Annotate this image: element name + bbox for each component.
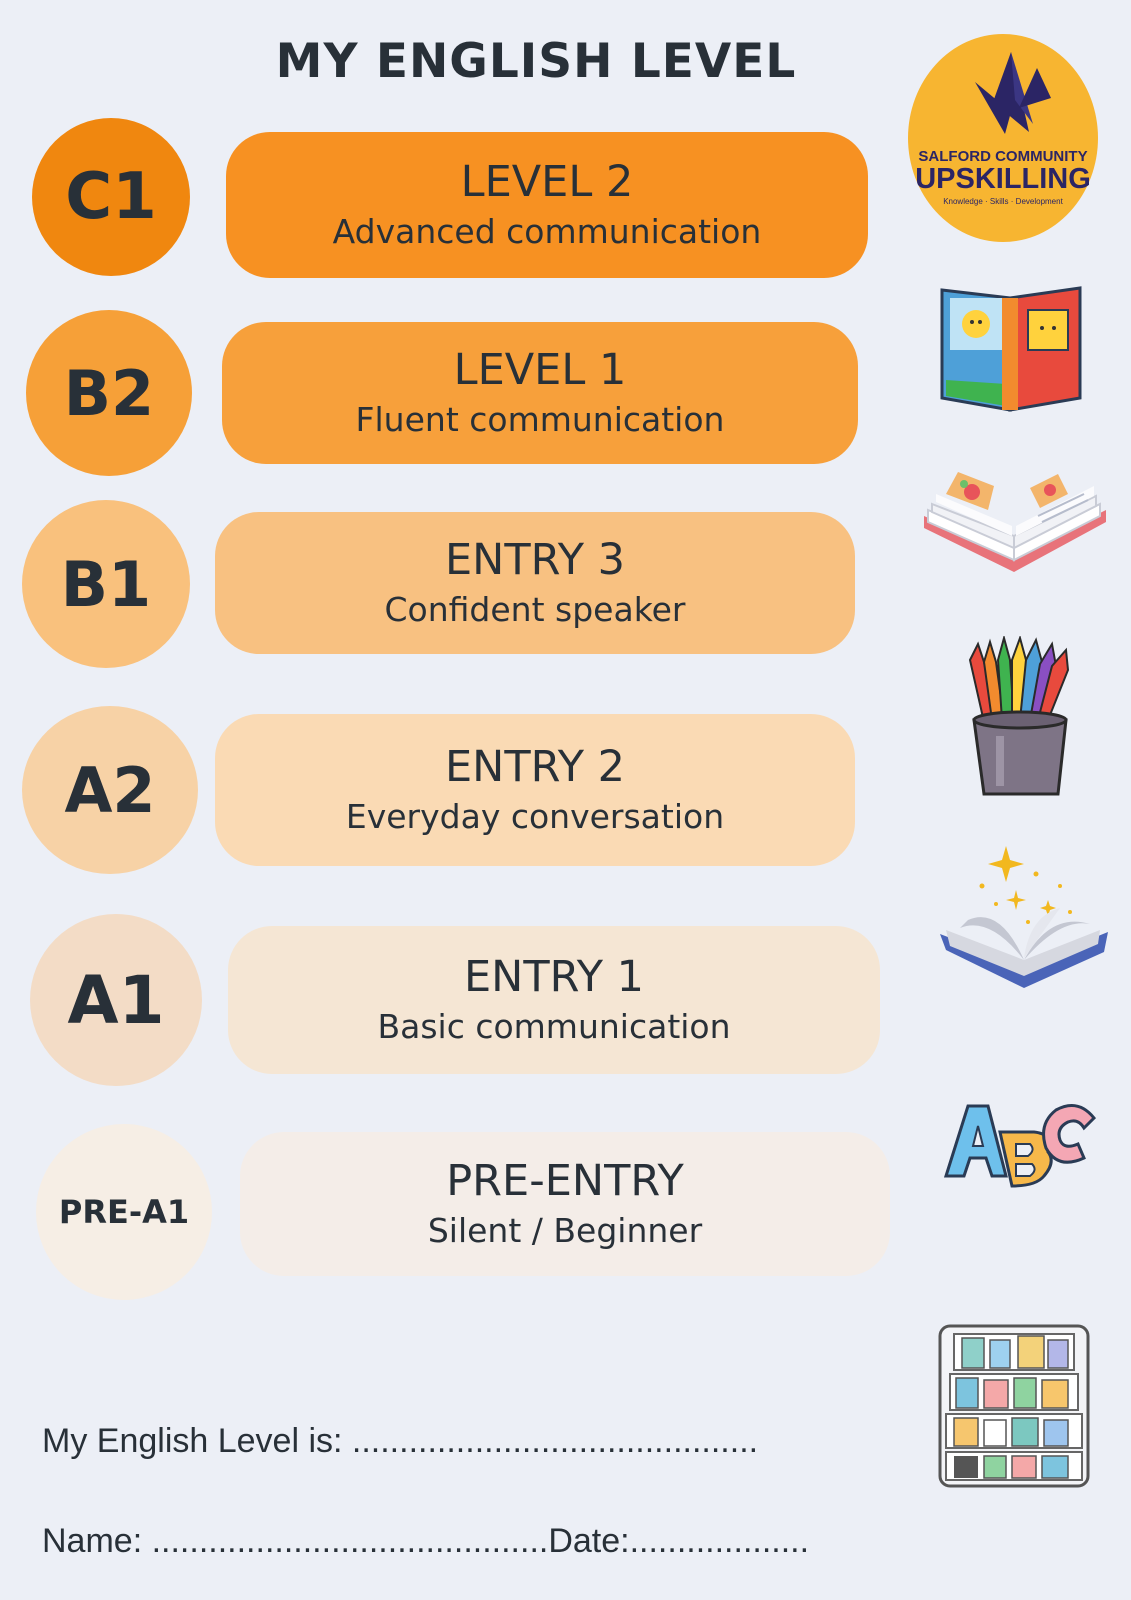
level-card-pre-a1 (240, 1132, 890, 1276)
level-name: ENTRY 3 (444, 534, 626, 585)
level-code: A1 (67, 961, 165, 1039)
level-card-b1 (215, 512, 855, 654)
level-badge-c1 (32, 118, 190, 276)
level-badge-b2 (26, 310, 192, 476)
level-code: C1 (65, 160, 157, 234)
logo-line-3: Knowledge · Skills · Development (943, 197, 1063, 206)
pencil-cup-icon (962, 636, 1082, 796)
level-description: Fluent communication (355, 400, 725, 440)
level-name: PRE-ENTRY (446, 1155, 684, 1206)
book-cover-icon (932, 280, 1092, 420)
level-description: Silent / Beginner (427, 1211, 703, 1251)
flag-logo-icon (953, 52, 1053, 142)
level-description: Advanced communication (332, 212, 762, 252)
level-name: LEVEL 2 (460, 156, 634, 207)
page-title: MY ENGLISH LEVEL (275, 34, 797, 89)
level-description: Everyday conversation (345, 797, 725, 837)
level-badge-a1 (30, 914, 202, 1086)
level-card-a2 (215, 714, 855, 866)
logo-line-2: UPSKILLING (915, 163, 1091, 195)
bookshelf-icon (934, 1320, 1094, 1492)
level-code: B1 (60, 547, 152, 621)
level-name: LEVEL 1 (453, 344, 627, 395)
open-book-icon (918, 460, 1112, 590)
logo-line-1: SALFORD COMMUNITY (918, 148, 1088, 165)
level-card-a1 (228, 926, 880, 1074)
level-badge-pre-a1 (36, 1124, 212, 1300)
level-badge-a2 (22, 706, 198, 874)
level-code: PRE-A1 (58, 1193, 190, 1231)
level-description: Confident speaker (384, 590, 686, 630)
level-name: ENTRY 1 (463, 951, 645, 1002)
level-code: A2 (64, 753, 156, 827)
level-card-c1 (226, 132, 868, 278)
magic-book-icon (940, 846, 1110, 1006)
level-card-b2 (222, 322, 858, 464)
name-date-field[interactable]: Name: ..........................................Date:................... (42, 1522, 810, 1560)
level-badge-b1 (22, 500, 190, 668)
level-name: ENTRY 2 (444, 741, 626, 792)
level-code: B2 (63, 356, 155, 430)
abc-letters-icon (938, 1096, 1100, 1204)
salford-upskilling-logo (908, 34, 1098, 242)
english-level-field[interactable]: My English Level is: ........................................... (42, 1422, 759, 1460)
level-description: Basic communication (377, 1007, 731, 1047)
